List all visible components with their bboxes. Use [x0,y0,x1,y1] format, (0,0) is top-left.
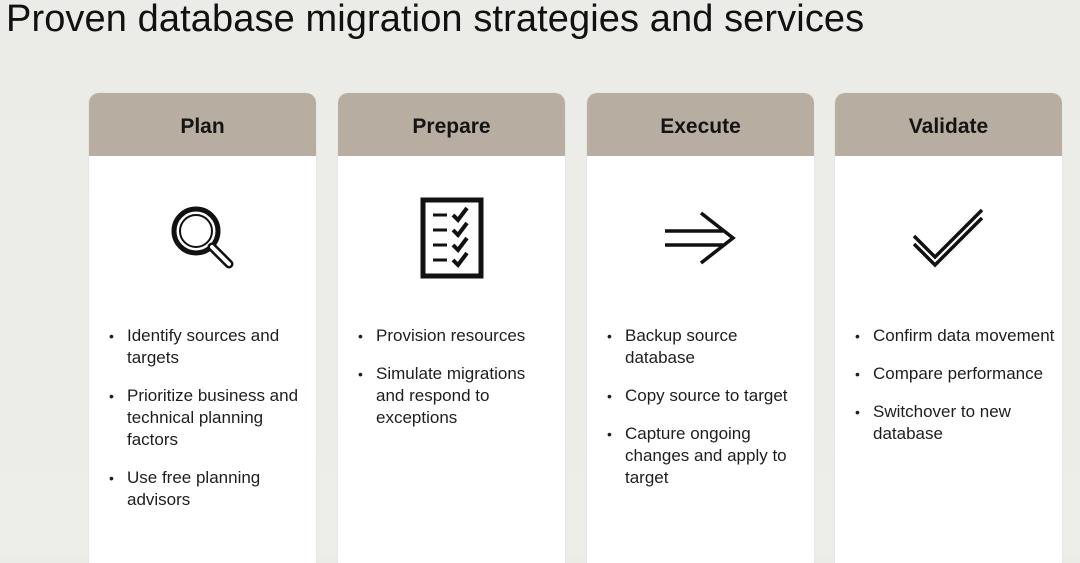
phase-header-prepare [338,93,565,156]
phase-header-plan [89,93,316,156]
slide-title: Proven database migration strategies and services [6,0,865,40]
checklist-icon [338,193,565,283]
bullet-item: • Provision resources [358,325,558,347]
double-checkmark-icon [835,193,1062,283]
bullet-item: • Simulate migrations and respond to exceptions [358,363,558,429]
double-arrow-right-icon [587,193,814,283]
phase-bullets [109,325,309,527]
bullet-item: • Switchover to new database [855,401,1055,445]
bullet-item: • Backup source database [607,325,807,369]
phase-bullets [855,325,1055,461]
phase-card-validate [835,93,1062,563]
bullet-item: • Capture ongoing changes and apply to target [607,423,807,489]
phase-title: Execute [660,114,741,138]
phase-bullets [607,325,807,505]
magnifying-glass-icon [89,193,316,283]
bullet-item: • Copy source to target [607,385,807,407]
phase-title: Validate [908,114,989,138]
phase-card-plan [89,93,316,563]
bullet-item: • Use free planning advisors [109,467,309,511]
bullet-item: • Compare performance [855,363,1055,385]
phase-header-validate [835,93,1062,156]
phase-card-execute [587,93,814,563]
bullet-item: • Confirm data movement [855,325,1055,347]
phase-cards [89,93,1063,554]
bullet-item: • Identify sources and targets [109,325,309,369]
phase-bullets [358,325,558,445]
phase-card-prepare [338,93,565,563]
bullet-item: • Prioritize business and technical planning factors [109,385,309,451]
phase-title: Prepare [412,114,491,138]
phase-title: Plan [180,114,225,138]
phase-header-execute [587,93,814,156]
